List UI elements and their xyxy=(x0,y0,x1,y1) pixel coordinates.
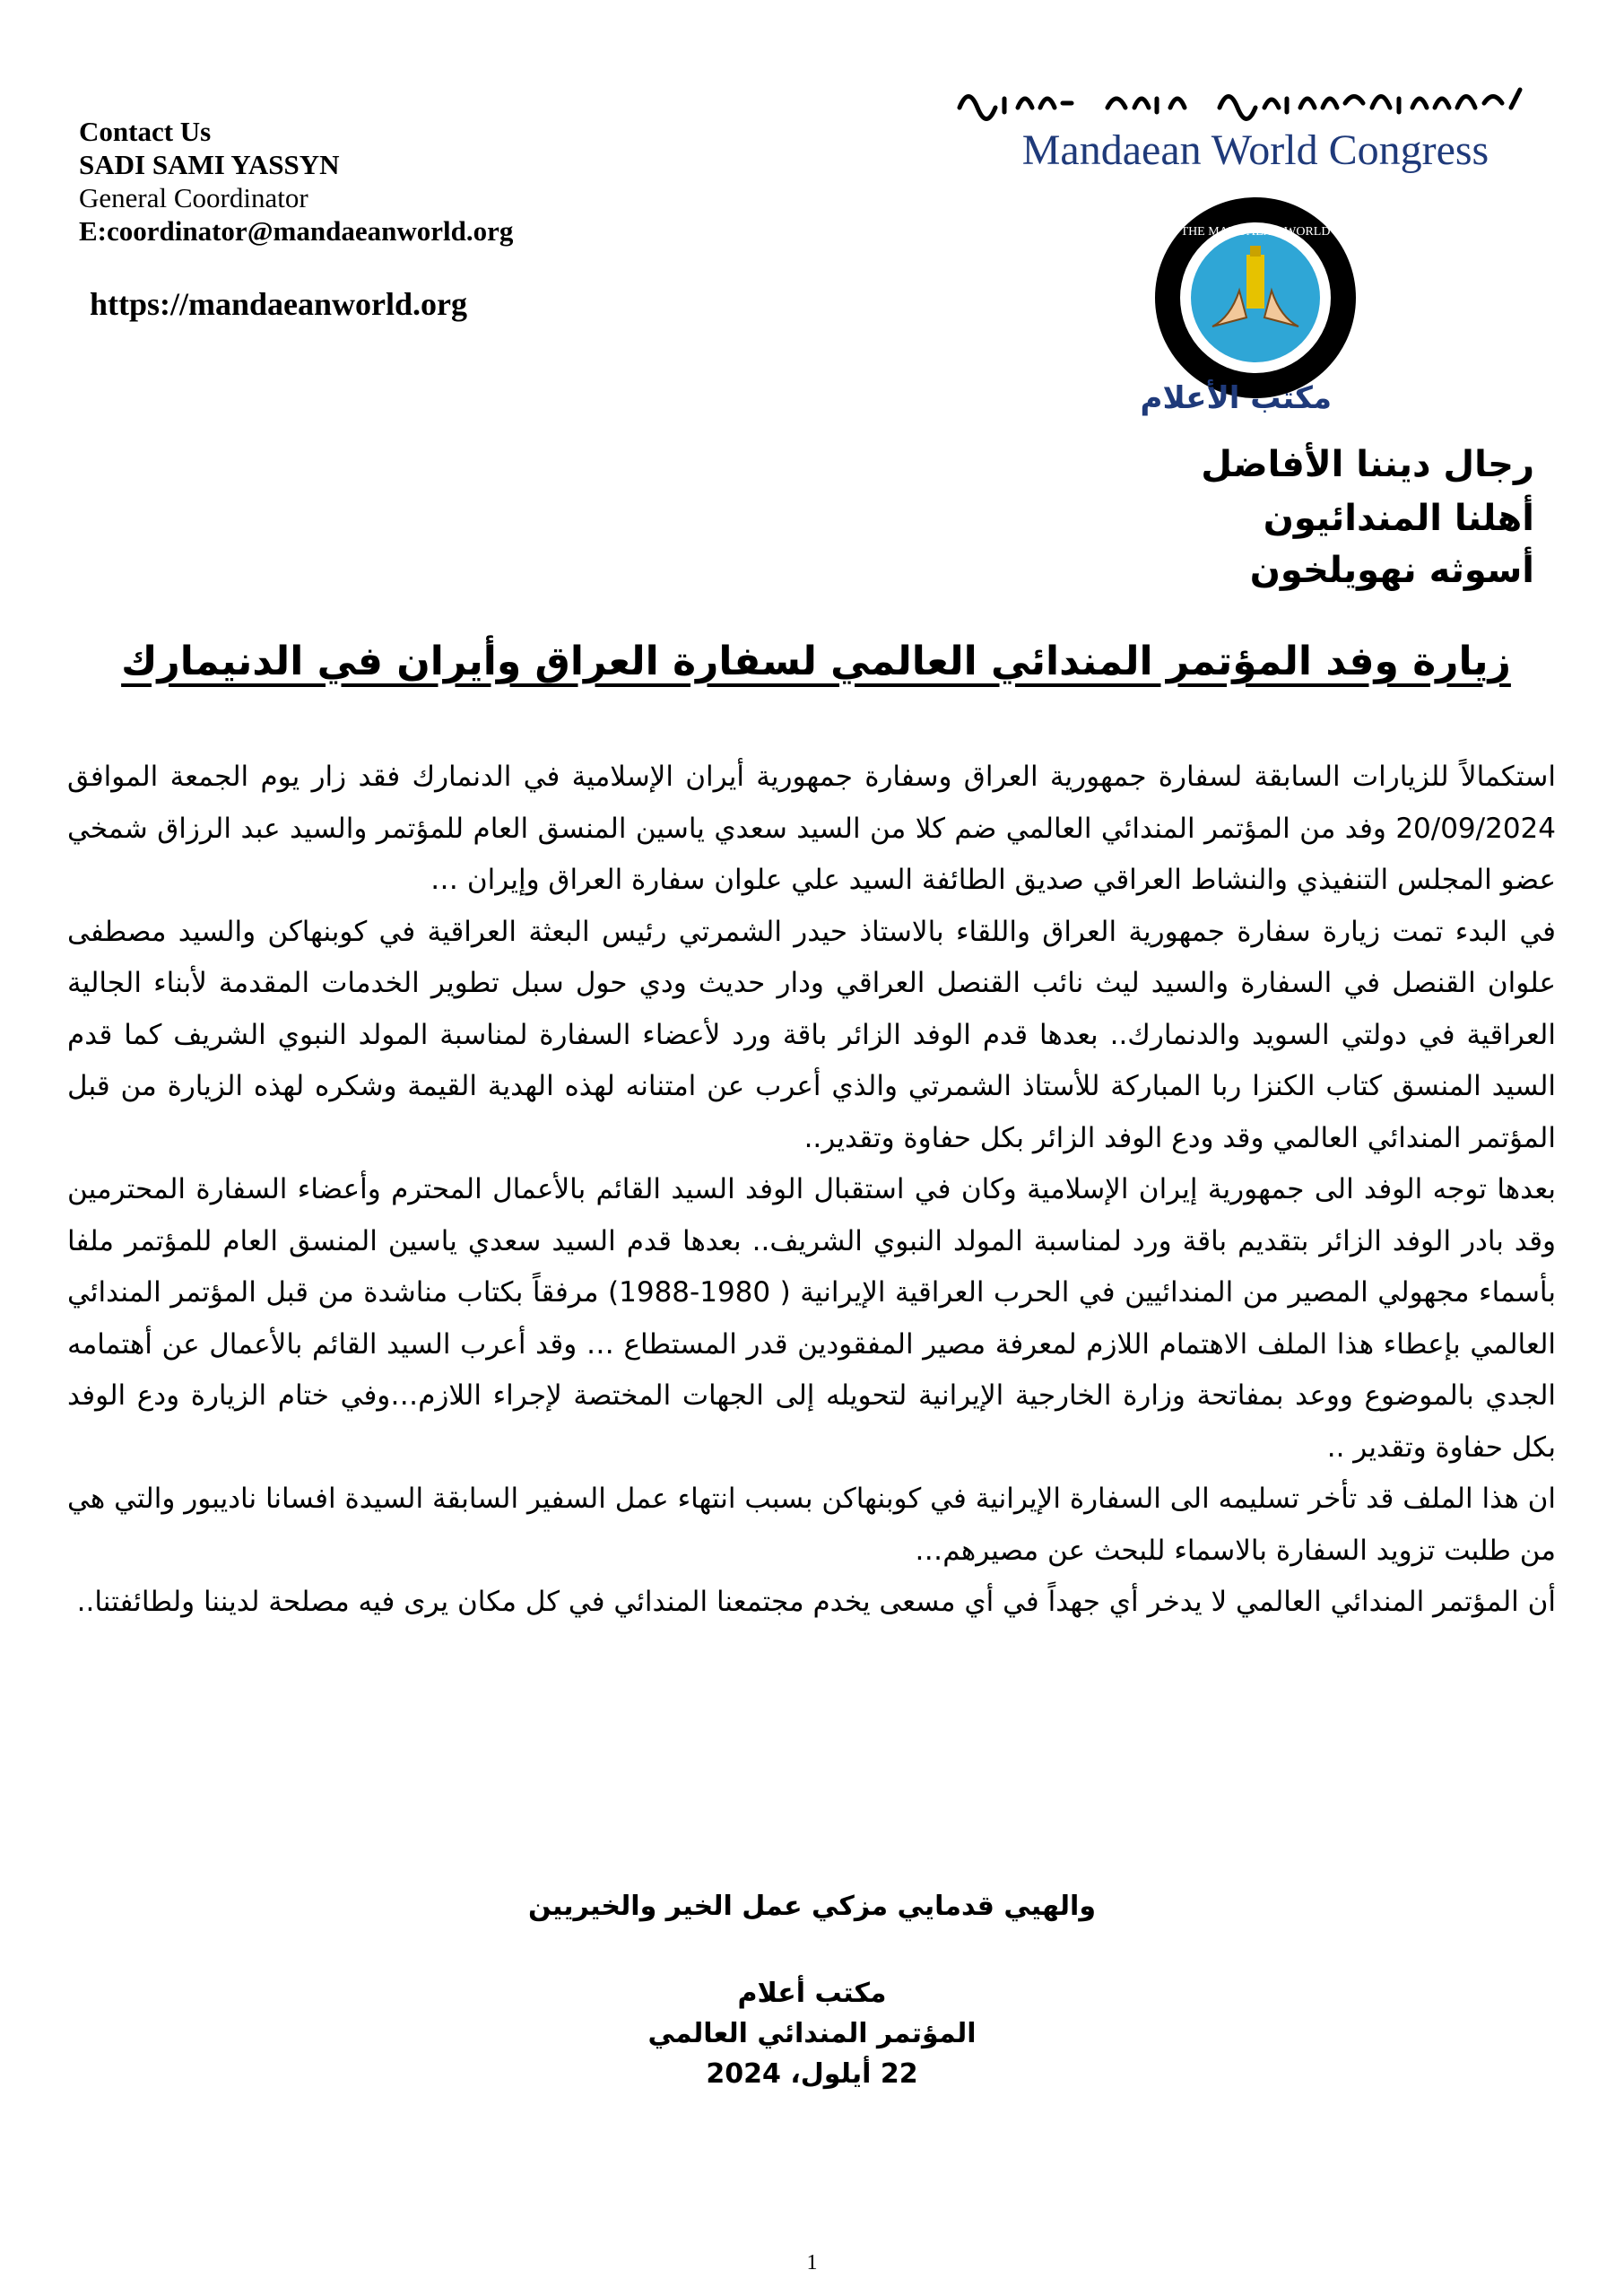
website-link[interactable]: https://mandaeanworld.org xyxy=(90,286,468,322)
closing-date: 22 أيلول، 2024 xyxy=(706,2058,918,2090)
svg-text:THE MANDAEAN WORLD: THE MANDAEAN WORLD xyxy=(1180,225,1331,239)
closing-org: المؤتمر المندائي العالمي xyxy=(647,2018,977,2049)
closing-blessing: والهيي قدمايي مزكي عمل الخير والخيريين xyxy=(528,1891,1096,1922)
org-name: Mandaean World Congress xyxy=(1021,126,1489,174)
body-paragraph-3: بعدها توجه الوفد الى جمهورية إيران الإسلامية وكان في استقبال الوفد السيد القائم بالأعمال المحترم وأعضاء السفارة المحترمين وقد بادر الوفد الزائر بتقديم باقة ورد لمناسبة المولد النبوي الشريف.. بعدها قدم السيد سعدي ياسين المنسق العام للمؤتمر ملفا بأسماء مجهولي المصير من المندائيين في الحرب العراقية الإيرانية ( 1980-1988) مرفقاً بكتاب مناشدة من قبل المؤتمر المندائي العالمي بإعطاء هذا الملف الاهتمام اللازم لمعرفة مصير المفقودين قدر المستطاع … وقد أعرب السيد القائم بالأعمال عن أهتمامه الجدي بالموضوع ووعد بمفاتحة وزارة الخارجية الإيرانية لتحويله إلى الجهات المختصة لإجراء اللازم…وفي ختام الزيارة ودع الوفد بكل حفاوة وتقدير .. xyxy=(67,1173,1556,1464)
contact-role: General Coordinator xyxy=(79,182,308,213)
body-paragraph-1: استكمالاً للزيارات السابقة لسفارة جمهورية العراق وسفارة جمهورية أيران الإسلامية في الدنمارك فقد زار يوم الجمعة الموافق 20/09/2024 وفد من المؤتمر المندائي العالمي ضم كلا من السيد سعدي ياسين المنسق العام للمؤتمر والسيد عبد الرزاق شمخي عضو المجلس التنفيذي والنشاط العراقي صديق الطائفة السيد علي علوان سفارة العراق وإيران … xyxy=(67,761,1556,896)
document-title: زيارة وفد المؤتمر المندائي العالمي لسفارة العراق وأيران في الدنيمارك xyxy=(121,639,1511,684)
congress-logo-icon xyxy=(1150,192,1361,404)
document-body xyxy=(67,752,1556,1629)
greeting-line-2: أهلنا المندائيون xyxy=(1263,498,1534,539)
page-number: 1 xyxy=(806,2251,818,2274)
media-office-label: مكتب الأعلام xyxy=(1140,380,1332,416)
body-paragraph-4: ان هذا الملف قد تأخر تسليمه الى السفارة الإيرانية في كوبنهاكن بسبب انتهاء عمل السفير السابقة السيدة افسانا ناديبور والتي هي من طلبت تزويد السفارة بالاسماء للبحث عن مصيرهم… xyxy=(67,1483,1556,1567)
mandaic-script-banner xyxy=(951,72,1533,126)
contact-heading: Contact Us xyxy=(79,116,212,147)
body-paragraph-5: أن المؤتمر المندائي العالمي لا يدخر أي جهداً في أي مسعى يخدم مجتمعنا المندائي في كل مكان يرى فيه مصلحة لديننا ولطائفتنا.. xyxy=(76,1586,1556,1618)
greeting-line-1: رجال ديننا الأفاضل xyxy=(1201,444,1534,485)
closing-office: مكتب أعلام xyxy=(737,1978,887,2009)
contact-block xyxy=(79,115,707,248)
contact-name: SADI SAMI YASSYN xyxy=(79,149,340,180)
body-paragraph-2: في البدء تمت زيارة سفارة جمهورية العراق واللقاء بالاستاذ حيدر الشمرتي رئيس البعثة العراقية في كوبنهاكن والسيد مصطفى علوان القنصل في السفارة والسيد ليث نائب القنصل العراقي ودار حديث ودي حول سبل تطوير الخدمات المقدمة لأبناء الجالية العراقية في دولتي السويد والدنمارك.. بعدها قدم الوفد الزائر باقة ورد لأعضاء السفارة لمناسبة المولد النبوي الشريف كما قدم السيد المنسق كتاب الكنزا ربا المباركة للأستاذ الشمرتي والذي أعرب عن امتنانه لهذه الهدية القيمة وشكره لهذه الزيارة من قبل المؤتمر المندائي العالمي وقد ودع الوفد الزائر بكل حفاوة وتقدير.. xyxy=(67,915,1556,1154)
greeting-line-3: أسوثه نهويلخون xyxy=(1249,550,1534,591)
contact-email: E:coordinator@mandaeanworld.org xyxy=(79,215,514,247)
